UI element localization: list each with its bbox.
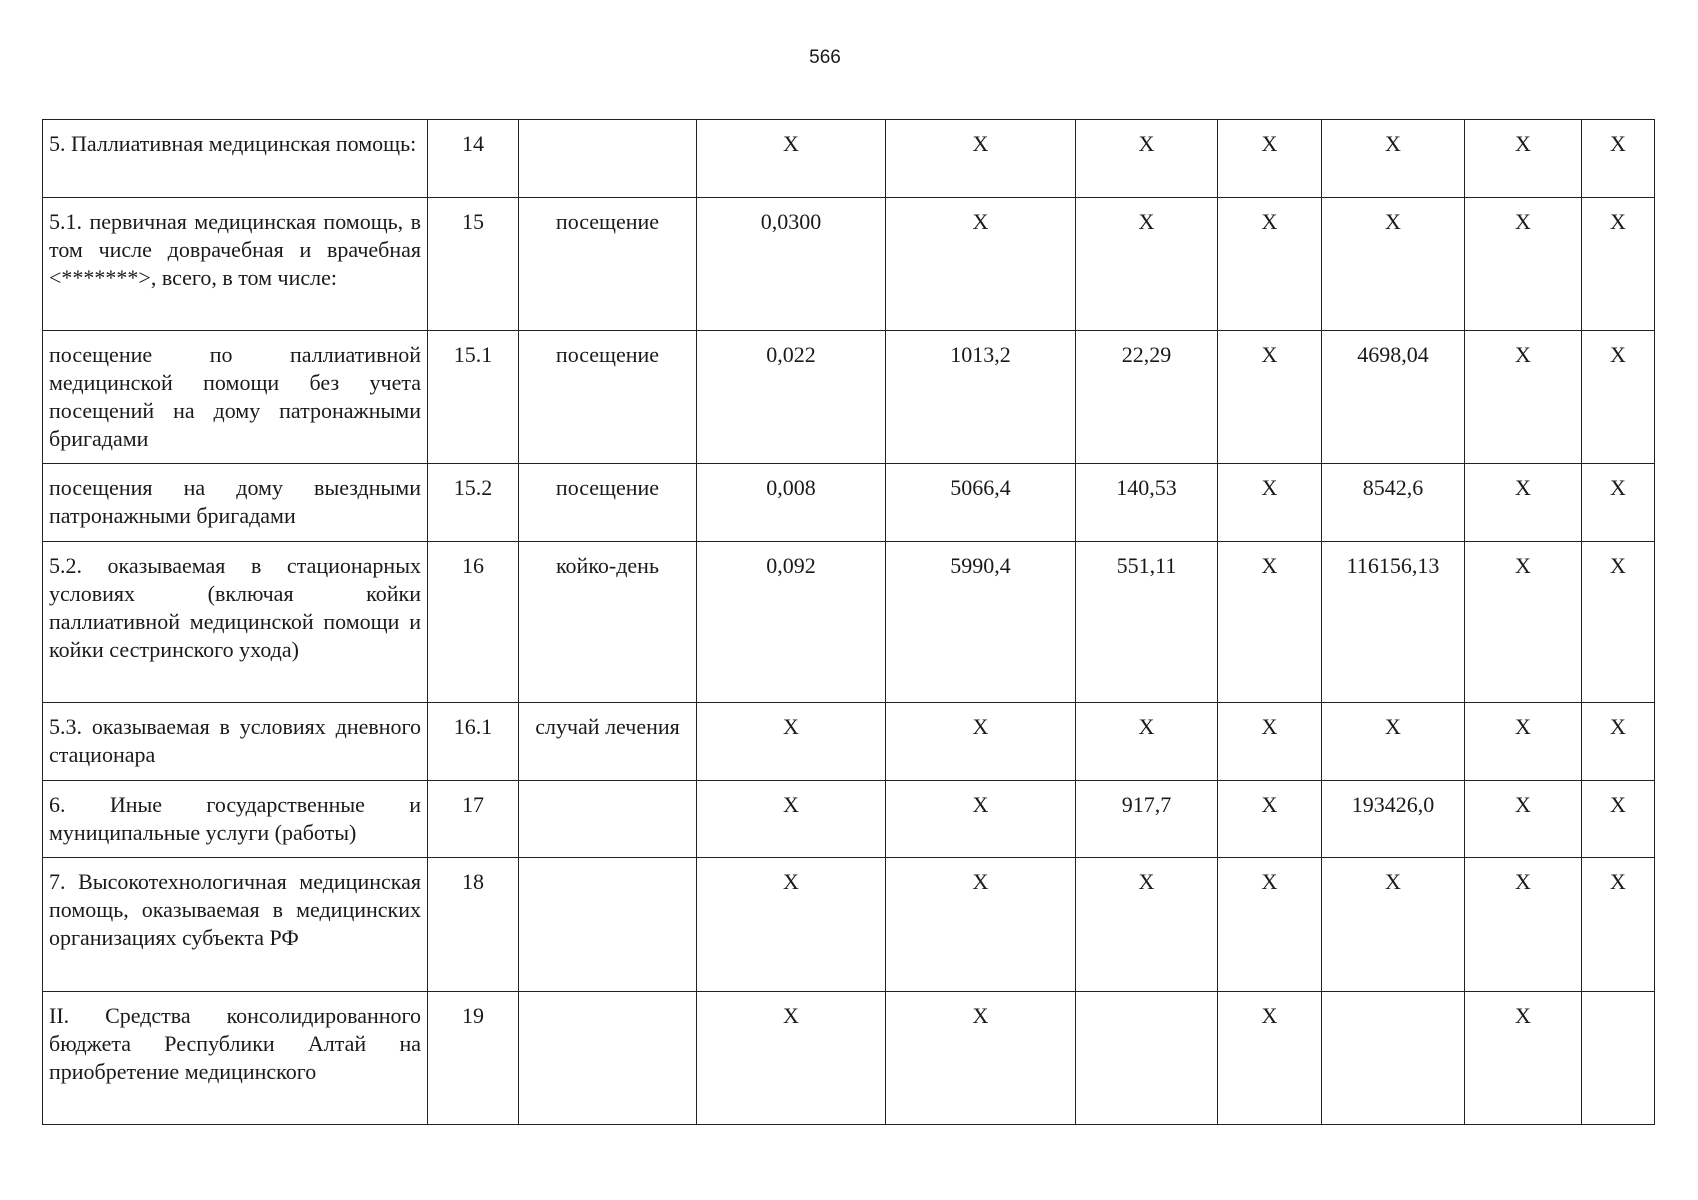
- cell-value: X: [697, 703, 886, 781]
- row-name: посещение по паллиативной медицинской помощи без учета посещений на дому патронажными бригадами: [43, 331, 428, 464]
- cell-value: X: [1218, 703, 1322, 781]
- cell-value: 0,022: [697, 331, 886, 464]
- cell-value: X: [1582, 464, 1655, 542]
- cell-value: X: [1218, 781, 1322, 858]
- cell-value: 140,53: [1076, 464, 1218, 542]
- cell-value: X: [1465, 542, 1582, 703]
- cell-value: X: [1582, 703, 1655, 781]
- cell-value: 8542,6: [1322, 464, 1465, 542]
- cell-value: X: [886, 198, 1076, 331]
- cell-value: X: [1582, 120, 1655, 198]
- cell-value: X: [1465, 464, 1582, 542]
- cell-value: X: [1218, 331, 1322, 464]
- cell-value: X: [886, 992, 1076, 1125]
- cell-value: X: [1465, 120, 1582, 198]
- cell-value: X: [1465, 703, 1582, 781]
- cell-value: X: [1076, 703, 1218, 781]
- row-line-number: 17: [428, 781, 519, 858]
- cell-value: 0,0300: [697, 198, 886, 331]
- cell-value: [1076, 992, 1218, 1125]
- table-row: [43, 331, 1655, 464]
- row-line-number: 16.1: [428, 703, 519, 781]
- cell-value: 5066,4: [886, 464, 1076, 542]
- cell-value: X: [1218, 992, 1322, 1125]
- cell-value: X: [1582, 781, 1655, 858]
- cell-value: X: [1322, 120, 1465, 198]
- cell-value: 0,008: [697, 464, 886, 542]
- row-line-number: 16: [428, 542, 519, 703]
- table-row: [43, 542, 1655, 703]
- row-line-number: 18: [428, 858, 519, 992]
- row-unit: посещение: [519, 198, 697, 331]
- row-unit: [519, 992, 697, 1125]
- cell-value: [1322, 992, 1465, 1125]
- row-unit: посещение: [519, 331, 697, 464]
- cell-value: X: [1465, 198, 1582, 331]
- row-name: 6. Иные государственные и муниципальные услуги (работы): [43, 781, 428, 858]
- row-line-number: 19: [428, 992, 519, 1125]
- cell-value: X: [1218, 120, 1322, 198]
- cell-value: 917,7: [1076, 781, 1218, 858]
- row-unit: койко-день: [519, 542, 697, 703]
- row-name: посещения на дому выездными патронажными бригадами: [43, 464, 428, 542]
- table-row: [43, 858, 1655, 992]
- cell-value: X: [1076, 198, 1218, 331]
- row-line-number: 15.2: [428, 464, 519, 542]
- table-row: [43, 992, 1655, 1125]
- cell-value: X: [1076, 120, 1218, 198]
- row-name: 5. Паллиативная медицинская помощь:: [43, 120, 428, 198]
- table-row: [43, 464, 1655, 542]
- row-unit: [519, 781, 697, 858]
- data-table: [42, 119, 1655, 1125]
- row-name: 5.3. оказываемая в условиях дневного стационара: [43, 703, 428, 781]
- cell-value: 0,092: [697, 542, 886, 703]
- page-number: 566: [809, 47, 841, 68]
- cell-value: X: [886, 703, 1076, 781]
- cell-value: X: [1582, 542, 1655, 703]
- row-name: 7. Высокотехнологичная медицинская помощь, оказываемая в медицинских организациях субъекта РФ: [43, 858, 428, 992]
- cell-value: 5990,4: [886, 542, 1076, 703]
- cell-value: 4698,04: [1322, 331, 1465, 464]
- cell-value: X: [697, 781, 886, 858]
- cell-value: X: [1465, 781, 1582, 858]
- cell-value: X: [1218, 198, 1322, 331]
- row-unit: [519, 120, 697, 198]
- cell-value: X: [1218, 464, 1322, 542]
- table-row: [43, 781, 1655, 858]
- cell-value: X: [1076, 858, 1218, 992]
- row-unit: [519, 858, 697, 992]
- cell-value: X: [1465, 992, 1582, 1125]
- row-name: 5.1. первичная медицинская помощь, в том числе доврачебная и врачебная <*******>, всего, в том числе:: [43, 198, 428, 331]
- table-row: [43, 198, 1655, 331]
- cell-value: [1582, 992, 1655, 1125]
- cell-value: X: [1322, 703, 1465, 781]
- cell-value: 193426,0: [1322, 781, 1465, 858]
- table-row: [43, 120, 1655, 198]
- cell-value: X: [1582, 858, 1655, 992]
- cell-value: 22,29: [1076, 331, 1218, 464]
- row-line-number: 14: [428, 120, 519, 198]
- table-body: [43, 120, 1655, 1125]
- cell-value: 116156,13: [1322, 542, 1465, 703]
- table-row: [43, 703, 1655, 781]
- row-name: 5.2. оказываемая в стационарных условиях (включая койки паллиативной медицинской помощи и койки сестринского ухода): [43, 542, 428, 703]
- cell-value: X: [1582, 198, 1655, 331]
- cell-value: X: [1582, 331, 1655, 464]
- cell-value: X: [1322, 858, 1465, 992]
- cell-value: 1013,2: [886, 331, 1076, 464]
- cell-value: X: [1218, 858, 1322, 992]
- row-line-number: 15.1: [428, 331, 519, 464]
- row-unit: случай лечения: [519, 703, 697, 781]
- cell-value: X: [1465, 331, 1582, 464]
- cell-value: X: [1218, 542, 1322, 703]
- cell-value: X: [1322, 198, 1465, 331]
- row-name: II. Средства консолидированного бюджета Республики Алтай на приобретение медицинского: [43, 992, 428, 1125]
- cell-value: X: [697, 120, 886, 198]
- row-line-number: 15: [428, 198, 519, 331]
- cell-value: X: [1465, 858, 1582, 992]
- cell-value: 551,11: [1076, 542, 1218, 703]
- cell-value: X: [697, 992, 886, 1125]
- cell-value: X: [886, 858, 1076, 992]
- cell-value: X: [886, 120, 1076, 198]
- row-unit: посещение: [519, 464, 697, 542]
- cell-value: X: [697, 858, 886, 992]
- cell-value: X: [886, 781, 1076, 858]
